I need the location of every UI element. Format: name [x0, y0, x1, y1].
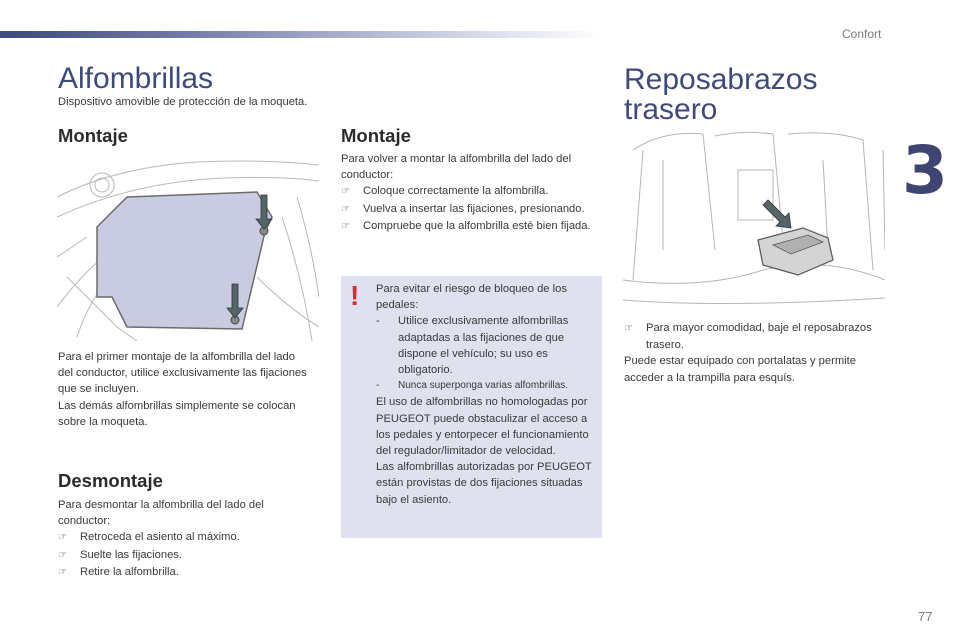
page-title-reposabrazos: Reposabrazos trasero — [624, 63, 818, 126]
warning-text: Para evitar el riesgo de bloqueo de los pedales: - Utilice exclusivamente alfombrillas adaptadas a las fijaciones de que dispone el vehículo; su uso es obligatorio. - Nunca superponga varias alfombrillas. El uso de alfombrillas no homologadas por PEUGEOT puede obstaculizar el acceso a los pedales y entorpecer el funcionamiento del regulador/limitador de velocidad. Las alfombrillas autorizadas por PEUGEOT están provistas de dos fijaciones situadas bajo el asiento. — [376, 281, 598, 508]
section-label: Confort — [842, 27, 882, 41]
floor-mat-shape — [97, 192, 272, 329]
list-item: ☞ Retroceda el asiento al máximo. — [58, 529, 308, 546]
montaje-2-text: Para volver a montar la alfombrilla del lado del conductor: ☞ Coloque correctamente la alfombrilla. ☞ Vuelva a insertar las fijaciones, presionando. ☞ Compruebe que la alfombrilla esté bien fijada. — [341, 151, 599, 235]
list-item: ☞ Para mayor comodidad, baje el reposabrazos trasero. — [624, 322, 872, 352]
list-item: ☞ Coloque correctamente la alfombrilla. — [341, 183, 599, 200]
warning-box — [341, 276, 602, 538]
floor-mat-illustration — [57, 157, 319, 341]
finger-pointer-icon: ☞ — [58, 532, 67, 544]
desmontaje-text: Para desmontar la alfombrilla del lado del conductor: ☞ Retroceda el asiento al máximo. ☞ Suelte las fijaciones. ☞ Retire la alfombrilla. — [58, 497, 308, 581]
list-item: ☞ Vuelva a insertar las fijaciones, presionando. — [341, 201, 599, 218]
heading-desmontaje: Desmontaje — [58, 470, 163, 491]
heading-montaje-1: Montaje — [58, 125, 128, 146]
list-item: ☞ Suelte las fijaciones. — [58, 547, 308, 564]
finger-pointer-icon: ☞ — [341, 203, 350, 215]
reposabrazos-text: ☞ Para mayor comodidad, baje el reposabrazos trasero. Puede estar equipado con portalatas y permite acceder a la trampilla para esquís. — [624, 320, 886, 386]
finger-pointer-icon: ☞ — [341, 220, 350, 232]
heading-montaje-2: Montaje — [341, 125, 411, 146]
list-item: - Utilice exclusivamente alfombrillas adaptadas a las fijaciones de que dispone el vehículo; su uso es obligatorio. — [376, 315, 569, 377]
montaje-1-text: Para el primer montaje de la alfombrilla del lado del conductor, utilice exclusivamente las fijaciones que se incluyen. Las demás alfombrillas simplemente se colocan sobre la moqueta. — [58, 351, 307, 428]
warning-icon: ! — [350, 280, 360, 311]
alfombrillas-subtitle: Dispositivo amovible de protección de la moqueta. — [58, 96, 308, 108]
finger-pointer-icon: ☞ — [624, 323, 633, 334]
finger-pointer-icon: ☞ — [58, 549, 67, 561]
list-item: - Nunca superponga varias alfombrillas. — [376, 380, 569, 392]
header-gradient-bar — [0, 31, 600, 38]
finger-pointer-icon: ☞ — [341, 186, 350, 198]
finger-pointer-icon: ☞ — [58, 566, 67, 578]
page-number: 77 — [918, 609, 933, 624]
armrest-illustration — [623, 130, 885, 310]
list-item: ☞ Retire la alfombrilla. — [58, 564, 308, 581]
list-item: ☞ Compruebe que la alfombrilla esté bien fijada. — [341, 218, 599, 235]
page-title-alfombrillas: Alfombrillas — [58, 62, 214, 95]
chapter-number: 3 — [902, 132, 948, 209]
